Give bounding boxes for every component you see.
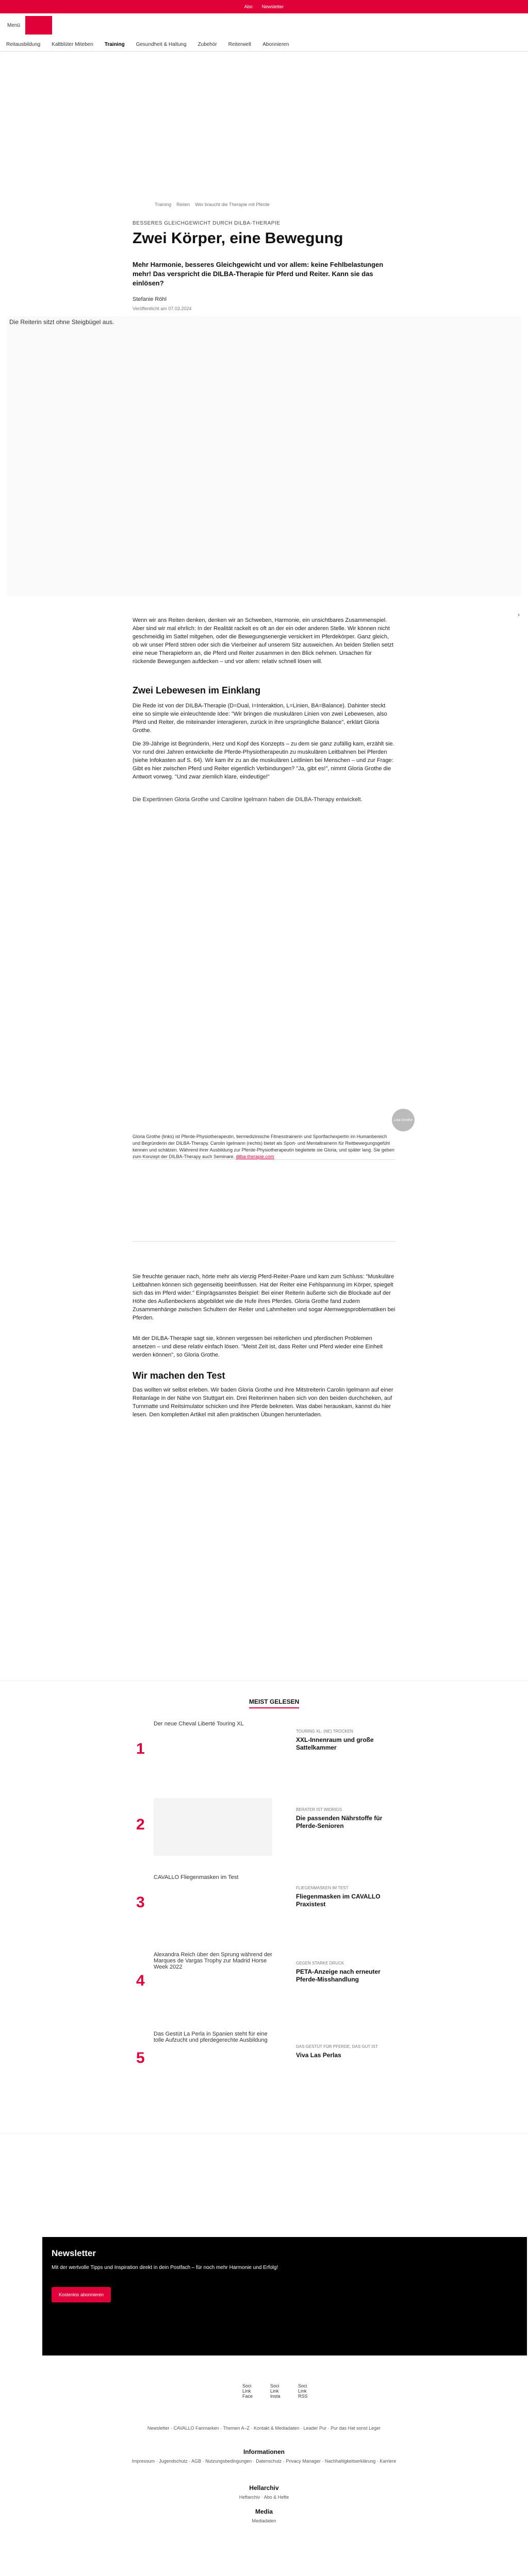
instagram-icon[interactable]: Soci Link Insta xyxy=(270,2383,280,2399)
most-read-image[interactable] xyxy=(154,1798,272,1856)
footer-link[interactable]: Nachhaltigkeitserklärung xyxy=(324,2459,376,2464)
most-read-image[interactable]: Der neue Cheval Liberté Touring XL xyxy=(154,1721,244,1727)
article-kicker: BESSERES GLEICHGEWICHT DURCH DILBA-THERAPIE xyxy=(133,221,280,226)
nav-item-kaltblueter[interactable]: Kaltblüter Miteben xyxy=(52,42,93,47)
breadcrumb-item[interactable]: Wer braucht die Therapie mit Pferde xyxy=(195,202,270,207)
top-bar xyxy=(0,0,528,13)
breadcrumb xyxy=(155,202,270,207)
most-read-kicker: GEGEN STARKE DRUCK xyxy=(296,1961,344,1965)
rank-number: 5 xyxy=(136,2049,145,2066)
newsletter-title: Newsletter xyxy=(52,2248,96,2258)
rank-number: 3 xyxy=(136,1894,145,1911)
facebook-icon[interactable]: Soci Link Face xyxy=(242,2383,253,2399)
most-read-title-link[interactable]: Die passenden Nährstoffe für Pferde-Senioren xyxy=(296,1815,383,1829)
hero-image-alt: Die Reiterin sitzt ohne Steigbügel aus. xyxy=(9,318,114,326)
most-read-title-link[interactable]: Fliegenmasken im CAVALLO Praxistest xyxy=(296,1893,381,1908)
footer-link[interactable]: Jugendschutz xyxy=(159,2459,188,2464)
article-paragraph: Das wollten wir selbst erleben. Wir baden Gloria Grothe und ihre Mitstreiterin Carolin Igelmann auf einer Reitanlage in der Nähe von Stuttgart ein. Drei Reiterinnen haben sich von den beiden durchcheken, auf Turnmatte und Reitsimulator schicken und ihre Pferde bekneten. Was dabei herauskam, kannst du hier lesen. Den kompletten Artikel mit allen praktischen Übungen herunterladen. xyxy=(133,1387,393,1418)
footer-link[interactable]: Heftarchiv xyxy=(239,2495,260,2500)
most-read-kicker: TOURING XL: (NE) TROCKEN xyxy=(296,1729,353,1734)
cavallo-logo[interactable] xyxy=(25,16,52,35)
footer-link[interactable]: Pur das Hat sonst Leger xyxy=(331,2426,381,2431)
footer-link[interactable]: Newsletter xyxy=(147,2426,170,2431)
footer-link[interactable]: AGB xyxy=(191,2459,202,2464)
footer-info-links: Impressum · Jugendschutz · AGB · Nutzungsbedingungen · Datenschutz · Privacy Manager · Nachhaltigkeitserklärung · Karriere xyxy=(131,2459,397,2464)
topbar-link-newsletter[interactable]: Newsletter xyxy=(261,4,284,9)
nav-item-reitausbildung[interactable]: Reitausbildung xyxy=(6,42,41,47)
footer-section-title: Hellarchiv xyxy=(249,2484,279,2492)
most-read-kicker: FLIEGENMASKEN IM TEST xyxy=(296,1886,349,1890)
social-links xyxy=(242,2383,314,2399)
menu-button[interactable]: Menü xyxy=(7,22,21,28)
footer-section-title: Media xyxy=(255,2508,273,2515)
footer-media-links xyxy=(0,2518,528,2523)
footer-link[interactable]: Kontakt & Mediadaten xyxy=(253,2426,300,2431)
newsletter-subscribe-button[interactable]: Kostenlos abonnieren xyxy=(52,2287,111,2302)
author-name[interactable]: Stefanie Röhl xyxy=(133,296,167,302)
newsletter-text: Mit der wertvolle Tipps und Inspiration direkt in dein Postfach – für noch mehr Harmonie und Erfolg! xyxy=(52,2265,278,2270)
rank-number: 2 xyxy=(136,1816,145,1833)
footer-links: Newsletter · CAVALLO Fanmarken · Themen A–Z · Kontakt & Mediadaten · Leader Pur · Pur das Hat sonst Leger xyxy=(147,2426,381,2431)
most-read-title-link[interactable]: XXL-Innenraum und große Sattelkammer xyxy=(296,1736,374,1751)
rss-icon[interactable]: Soci Link RSS xyxy=(298,2383,308,2399)
footer-hilfe-links: Heftarchiv · Abo & Hefte xyxy=(239,2495,289,2500)
footer-link[interactable]: Karriere xyxy=(380,2459,397,2464)
article-paragraph: Die Rede ist von der DILBA-Therapie (D=Dual, I=Interaktion, L=Linien, BA=Balance). Dahinter steckt eine so simple wie einleuchtende Idee: "Wir bringen die muskulären Linien von zwei Lebewesen, also Pferd und Reiter, die miteinander interagieren, zurück in ihre ursprüngliche Balance", erklärt Gloria Grothe. xyxy=(133,703,387,734)
most-read-image[interactable]: CAVALLO Fliegenmasken im Test xyxy=(154,1874,239,1880)
footer-link[interactable]: Leader Pur xyxy=(303,2426,327,2431)
most-read-image[interactable]: Alexandra Reich über den Sprung während der Marques de Vargas Trophy zur Madrid Horse Week 2022 xyxy=(154,1952,272,1970)
section-heading: Wir machen den Test xyxy=(133,1370,225,1381)
article-paragraph: Wenn wir ans Reiten denken, denken wir an Schweben, Harmonie, ein unsichtbares Zusammenspiel. Aber sind wir mal ehrlich: In der Realität rackelt es oft an der ein oder anderen Stelle. Wir können nicht geschmeidig im Sattel mitgehen, oder die Bewegungsenergie versickert im Pferdekörper. Ganz gleich, ob wir unser Pferd stören oder sich die Vierbeiner auf unserem Sitz ausweichen. An beiden Stellen setzt eine neue Therapieform an, die Pferd und Reiter zusammen in den Blick nehmen. Ursachen für rückende Bewegungen aufdecken – und vor allem: relativ schnell lösen will. xyxy=(133,617,394,665)
image-caption xyxy=(133,1133,395,1160)
footer-link[interactable]: Datenschutz xyxy=(256,2459,282,2464)
publish-date: Veröffentlicht am 07.03.2024 xyxy=(133,306,192,311)
rank-number: 4 xyxy=(136,1972,145,1989)
article-lead: Mehr Harmonie, besseres Gleichgewicht und vor allem: keine Fehlbelastungen mehr! Das verspricht die DILBA-Therapie für Pferd und Reiter. Kann sie das einlösen? xyxy=(133,261,384,287)
nav-item-training[interactable]: Training xyxy=(104,42,125,47)
nav-item-zubehoer[interactable]: Zubehör xyxy=(197,42,217,47)
article-paragraph: Mit der DILBA-Therapie sagt sie, können vergessen bei reiterlichen und pferdischen Problemen ansetzen – und diese relativ einfach lösen. "Meist Zeit ist, dass Reiter und Pferd wieder eine Einheit werden können", so Gloria Grothe. xyxy=(133,1335,383,1358)
newsletter-box xyxy=(42,2237,527,2355)
footer-link[interactable]: Abo & Hefte xyxy=(263,2495,289,2500)
carousel-next-icon[interactable]: › xyxy=(518,611,520,618)
caption-link[interactable]: dilba-therapie.com xyxy=(236,1154,274,1159)
most-read-image[interactable]: Das Gestüt La Perla in Spanien steht für eine tolle Aufzucht und pferdegerechte Ausbildung xyxy=(154,2031,268,2043)
footer-link[interactable]: CAVALLO Fanmarken xyxy=(173,2426,219,2431)
article-image-alt: Die Expertinnen Gloria Grothe und Caroline Igelmann haben die DILBA-Therapy entwickelt. xyxy=(133,796,362,803)
rank-number: 1 xyxy=(136,1740,145,1757)
topbar-link-abo[interactable]: Abo xyxy=(244,4,253,9)
footer-link[interactable]: Mediadaten xyxy=(252,2518,276,2523)
footer-link[interactable]: Themen A–Z xyxy=(223,2426,250,2431)
most-read-title: MEIST GELESEN xyxy=(249,1698,299,1708)
article-headline: Zwei Körper, eine Bewegung xyxy=(133,230,343,247)
most-read-title-link[interactable]: Viva Las Perlas xyxy=(296,2052,341,2059)
article-paragraph: Sie freuchte genauer nach, hörte mehr als vierzig Pferd-Reiter-Paare und kam zum Schluss: "Muskuläre Leitbahnen können sich gegenseitig beeinflussen. Hat der Reiter eine Fehlspannung im Körper, spiegelt sich das im Pferd wider." Einprägsamstes Beispiel: Bei einer Reiterin äußerte sich die Blockade auf der Höhe des Außenbeckens abgebildet wie die Hufe ihres Pferdes. Gloria Grothe fand zudem Zusammenhänge zwischen Schultern der Reiter und Lahmheiten und sogar Atemwegsproblematiken bei Pferden. xyxy=(133,1274,395,1321)
hero-image xyxy=(7,316,521,596)
nav-item-gesundheit[interactable]: Gesundheit & Haltung xyxy=(136,42,187,47)
footer-link[interactable]: Privacy Manager xyxy=(286,2459,321,2464)
article-paragraph: Die 39-Jährige ist Begründerin, Herz und Kopf des Konzepts – zu dem sie ganz zufällig kam, erzählt sie. Vor rund drei Jahren entwickelte die Pferde-Physiotherapeutin zu muskulären Leitbahnen bei Pferden (siehe Infokasten auf S. 64). Wir kam ihr zu an die muskulären Leitlinien bei Menschen – und zur Frage: Gibt es hier zwischen Pferd und Reiter eigentlich Verbindungen? "Ja, gibt es!", nimmt Gloria Grothe die Antwort vorweg. "Und zwar ziemlich klare, eindeutige!" xyxy=(133,741,394,780)
nav-item-reiterwelt[interactable]: Reiterwelt xyxy=(228,42,252,47)
footer-link[interactable]: Nutzungsbedingungen xyxy=(205,2459,252,2464)
caption-text: Gloria Grothe (links) ist Pferde-Physiotherapeutin, tiermedizinische Fitnesstrainerin und Sportfachexpertin im Humanbereich und Begründerin der DILBA-Therapy. Carolin Igelmann (rechts) bietet als Sport- und Mentaltrainerin für Reitbewegungsgefühl kennen und schätzen. Während ihrer Ausbildung zur Pferde-Physiotherapeutin begleitete sie Gloria, und später lang. Sie geben zum Konzept der DILBA-Therapy auch Seminare. xyxy=(133,1134,394,1159)
breadcrumb-item[interactable]: Reiten xyxy=(176,202,190,207)
site-header xyxy=(0,13,528,37)
photo-credit-badge xyxy=(392,1109,415,1131)
most-read-title-link[interactable]: PETA-Anzeige nach erneuter Pferde-Misshandlung xyxy=(296,1968,381,1983)
footer-link[interactable]: Impressum xyxy=(131,2459,155,2464)
footer-section-title: Informationen xyxy=(243,2448,285,2455)
nav-item-abonnieren[interactable]: Abonnieren xyxy=(262,42,289,47)
breadcrumb-item[interactable]: Training xyxy=(155,202,172,207)
photo-credit: Lisa Grothe xyxy=(393,1118,413,1122)
ad-slot xyxy=(133,1159,395,1242)
most-read-kicker: BERATER IST WIDRIGS xyxy=(296,1807,342,1812)
most-read-kicker: DAS GESTÜT FÜR PFERDE, DAS GUT IST xyxy=(296,2044,378,2049)
main-nav xyxy=(0,38,528,52)
section-heading: Zwei Lebewesen im Einklang xyxy=(133,685,261,696)
